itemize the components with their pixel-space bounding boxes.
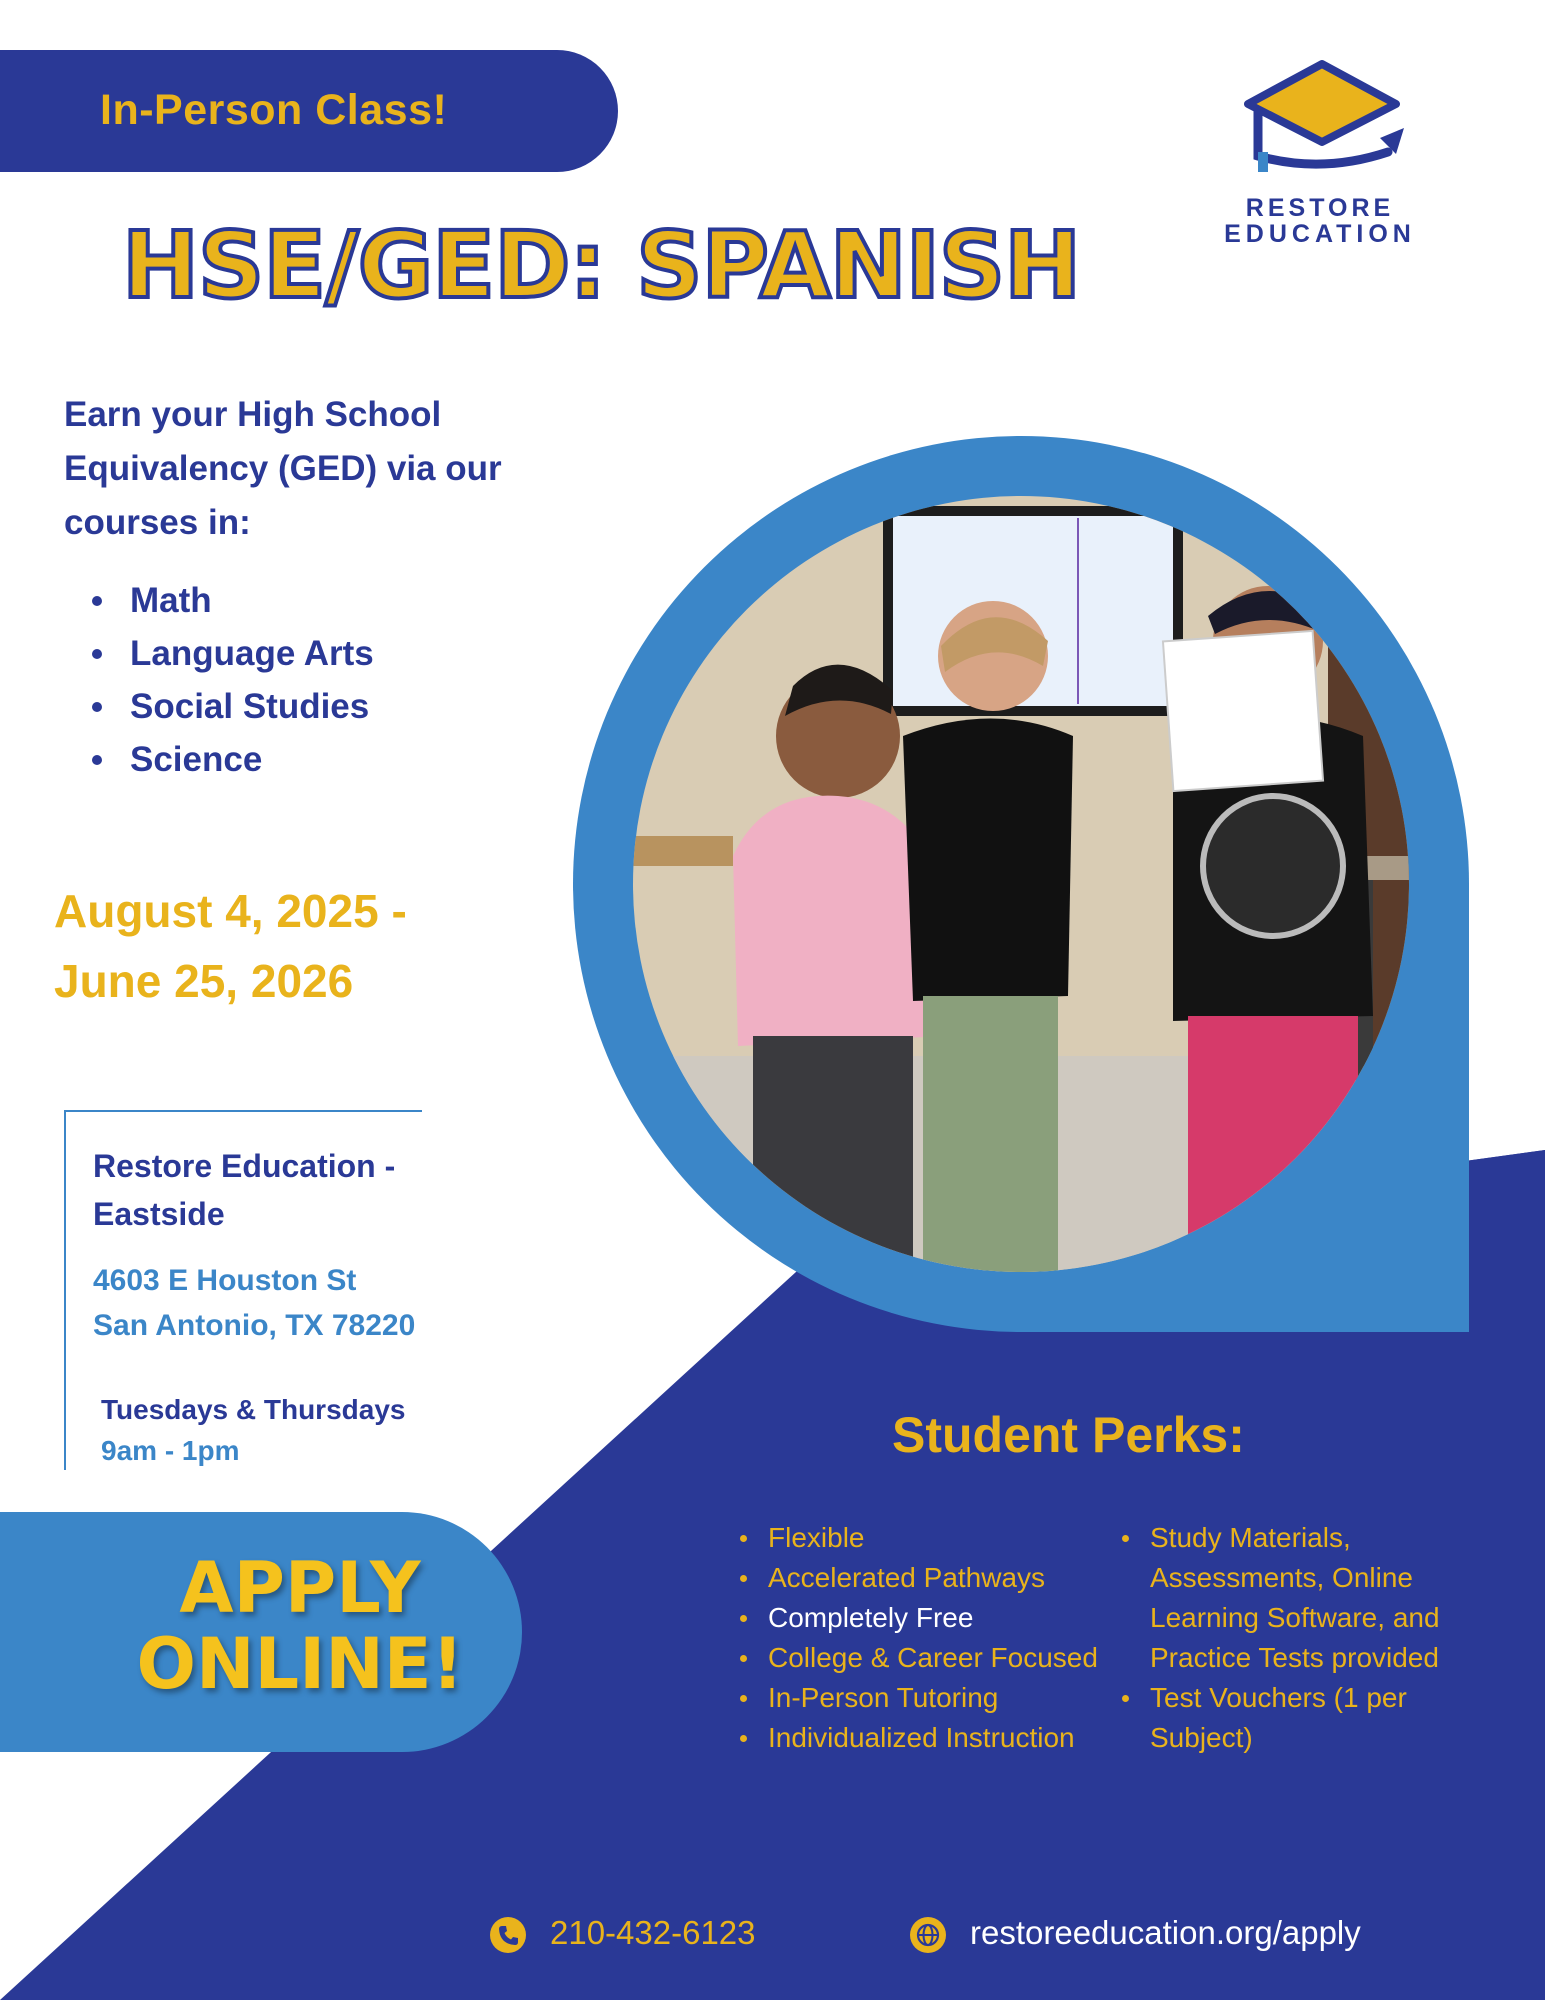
location-name: Restore Education - Eastside — [93, 1148, 396, 1232]
graduation-cap-icon — [1238, 56, 1406, 176]
class-time: 9am - 1pm — [101, 1435, 240, 1466]
class-days: Tuesdays & Thursdays — [101, 1394, 406, 1425]
subject-item: Language Arts — [90, 627, 374, 680]
perks-list-left — [740, 1518, 1120, 1758]
perks-list-right — [1122, 1518, 1462, 1758]
perk-item: Accelerated Pathways — [740, 1558, 1120, 1598]
perk-item: In-Person Tutoring — [740, 1678, 1120, 1718]
perk-item: Study Materials, Assessments, Online Learning Software, and Practice Tests provided — [1122, 1518, 1462, 1678]
perk-item: Completely Free — [740, 1598, 1120, 1638]
logo-text-restore: RESTORE — [1245, 194, 1395, 222]
globe-icon — [910, 1917, 946, 1953]
address-line-2: San Antonio, TX 78220 — [93, 1309, 416, 1342]
perk-item: Individualized Instruction — [740, 1718, 1120, 1758]
perk-item: College & Career Focused — [740, 1638, 1120, 1678]
class-type-label: In-Person Class! — [100, 86, 448, 134]
classroom-photo — [573, 436, 1469, 1332]
location-frame-top — [64, 1110, 422, 1112]
address-line-1: 4603 E Houston St — [93, 1264, 357, 1297]
website-link[interactable]: restoreeducation.org/apply — [970, 1914, 1361, 1951]
class-dates — [54, 876, 407, 1016]
phone-number[interactable]: 210-432-6123 — [550, 1914, 756, 1951]
intro-text: Earn your High School Equivalency (GED) via our courses in: — [64, 395, 502, 542]
apply-line-1: APPLY — [179, 1547, 421, 1629]
logo-text-education: EDUCATION — [1224, 220, 1416, 248]
location-frame-left — [64, 1110, 66, 1470]
phone-icon — [490, 1917, 526, 1953]
subject-item: Social Studies — [90, 680, 374, 733]
page-title: HSE/GED: SPANISH — [122, 212, 1081, 319]
end-date: June 25, 2026 — [54, 955, 354, 1007]
subject-list — [90, 574, 374, 786]
perk-item: Flexible — [740, 1518, 1120, 1558]
subject-item: Science — [90, 733, 374, 786]
perk-item: Test Vouchers (1 per Subject) — [1122, 1678, 1462, 1758]
subject-item: Math — [90, 574, 374, 627]
apply-line-2: ONLINE! — [136, 1623, 464, 1705]
perks-title: Student Perks: — [892, 1407, 1245, 1463]
location-address — [93, 1258, 415, 1348]
start-date: August 4, 2025 - — [54, 885, 407, 937]
apply-online-label[interactable] — [100, 1547, 500, 1705]
